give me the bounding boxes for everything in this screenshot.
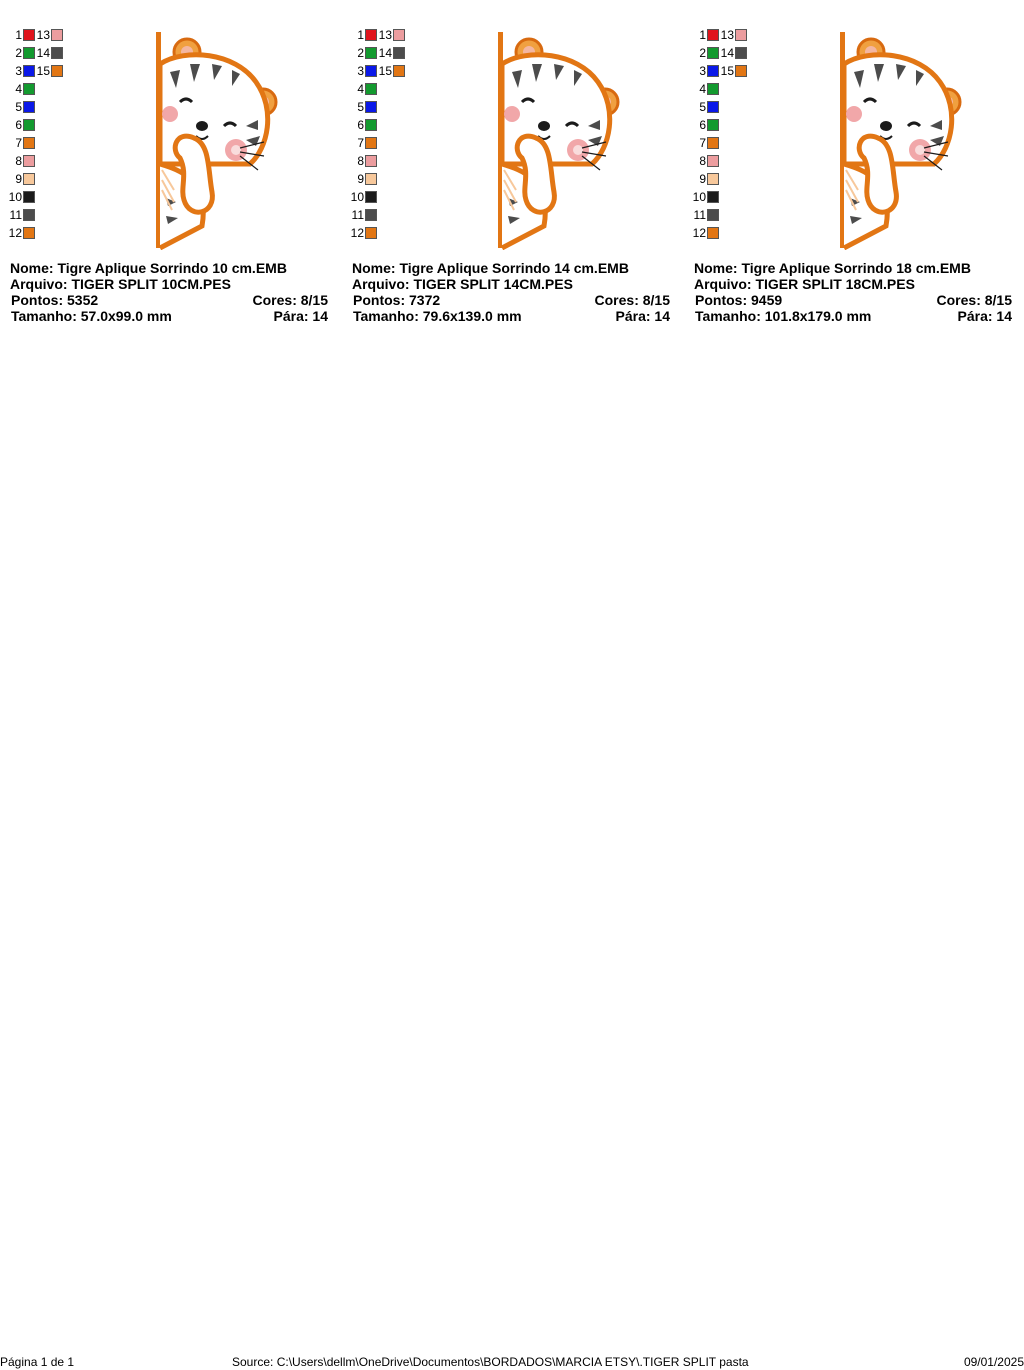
color-swatch bbox=[23, 101, 35, 113]
stop-count: Pára: 14 bbox=[957, 308, 1012, 324]
design-block bbox=[684, 26, 1014, 326]
color-stop-number: 10 bbox=[692, 190, 706, 204]
color-stop-number: 9 bbox=[15, 172, 22, 186]
color-swatch bbox=[23, 191, 35, 203]
color-stop-number: 10 bbox=[8, 190, 22, 204]
color-swatch bbox=[365, 191, 377, 203]
color-swatch bbox=[707, 83, 719, 95]
color-swatch bbox=[23, 173, 35, 185]
color-stop bbox=[684, 188, 719, 206]
color-stop-number: 14 bbox=[36, 46, 50, 60]
color-stop-number: 4 bbox=[15, 82, 22, 96]
color-stop-number: 1 bbox=[357, 28, 364, 42]
color-swatch bbox=[707, 101, 719, 113]
color-stop-number: 3 bbox=[699, 64, 706, 78]
color-stop-number: 2 bbox=[15, 46, 22, 60]
color-swatch bbox=[707, 191, 719, 203]
color-stop-number: 7 bbox=[699, 136, 706, 150]
footer-page-number: Página 1 de 1 bbox=[0, 1355, 75, 1369]
color-swatch bbox=[393, 47, 405, 59]
color-swatch bbox=[51, 47, 63, 59]
color-stop-number: 13 bbox=[720, 28, 734, 42]
color-swatch bbox=[23, 47, 35, 59]
color-stop-number: 6 bbox=[357, 118, 364, 132]
color-stop-number: 2 bbox=[357, 46, 364, 60]
design-name: Nome: Tigre Aplique Sorrindo 14 cm.EMB bbox=[352, 260, 629, 276]
design-size: Tamanho: 79.6x139.0 mm bbox=[353, 308, 522, 324]
color-swatch bbox=[735, 65, 747, 77]
color-swatch bbox=[23, 65, 35, 77]
color-swatch bbox=[51, 65, 63, 77]
color-stop-number: 15 bbox=[720, 64, 734, 78]
design-file: Arquivo: TIGER SPLIT 10CM.PES bbox=[10, 276, 231, 292]
color-stop bbox=[684, 224, 719, 242]
color-stop-number: 2 bbox=[699, 46, 706, 60]
color-stop bbox=[342, 98, 377, 116]
nose bbox=[196, 121, 208, 131]
color-stop-number: 9 bbox=[699, 172, 706, 186]
cheek-left bbox=[846, 106, 862, 122]
design-block bbox=[0, 26, 330, 326]
color-stop bbox=[0, 44, 35, 62]
color-stop bbox=[0, 224, 35, 242]
color-stop bbox=[684, 62, 719, 80]
color-stop-number: 13 bbox=[378, 28, 392, 42]
color-count: Cores: 8/15 bbox=[936, 292, 1012, 308]
color-stop bbox=[342, 62, 377, 80]
color-stop-number: 11 bbox=[351, 208, 364, 222]
color-stop-number: 8 bbox=[357, 154, 364, 168]
design-info bbox=[352, 260, 670, 324]
color-stop bbox=[342, 134, 377, 152]
color-stop-number: 13 bbox=[36, 28, 50, 42]
design-size: Tamanho: 101.8x179.0 mm bbox=[695, 308, 872, 324]
color-swatch bbox=[707, 137, 719, 149]
color-stop bbox=[377, 44, 405, 62]
color-stop-number: 5 bbox=[357, 100, 364, 114]
stop-count: Pára: 14 bbox=[615, 308, 670, 324]
color-stop bbox=[342, 188, 377, 206]
design-info bbox=[694, 260, 1012, 324]
color-stop bbox=[342, 170, 377, 188]
color-stop-number: 8 bbox=[699, 154, 706, 168]
color-count: Cores: 8/15 bbox=[252, 292, 328, 308]
color-stop-number: 7 bbox=[357, 136, 364, 150]
color-stop bbox=[719, 44, 747, 62]
color-stop bbox=[684, 206, 719, 224]
color-swatch bbox=[365, 83, 377, 95]
color-swatch bbox=[735, 47, 747, 59]
color-stop bbox=[0, 134, 35, 152]
design-info bbox=[10, 260, 328, 324]
color-stop bbox=[377, 26, 405, 44]
color-stop bbox=[0, 98, 35, 116]
nose bbox=[880, 121, 892, 131]
design-file: Arquivo: TIGER SPLIT 18CM.PES bbox=[694, 276, 915, 292]
color-stop-number: 5 bbox=[15, 100, 22, 114]
color-stop bbox=[377, 62, 405, 80]
color-stop-number: 4 bbox=[699, 82, 706, 96]
color-stop-number: 15 bbox=[36, 64, 50, 78]
stitch-count: Pontos: 9459 bbox=[695, 292, 783, 308]
color-swatch bbox=[23, 83, 35, 95]
color-swatch bbox=[365, 65, 377, 77]
color-swatch bbox=[365, 119, 377, 131]
footer-source-path: Source: C:\Users\dellm\OneDrive\Documentos\BORDADOS\MARCIA ETSY\.TIGER SPLIT pasta bbox=[232, 1355, 749, 1369]
color-stop-number: 6 bbox=[15, 118, 22, 132]
color-stop bbox=[0, 80, 35, 98]
color-swatch bbox=[707, 119, 719, 131]
color-swatch bbox=[23, 209, 35, 221]
color-swatch bbox=[365, 101, 377, 113]
color-swatch bbox=[365, 29, 377, 41]
color-stop-number: 1 bbox=[15, 28, 22, 42]
color-stop-number: 7 bbox=[15, 136, 22, 150]
color-stop-number: 6 bbox=[699, 118, 706, 132]
color-swatch bbox=[51, 29, 63, 41]
color-stop bbox=[0, 188, 35, 206]
color-swatch bbox=[707, 227, 719, 239]
color-stop-number: 12 bbox=[350, 226, 364, 240]
stitch-count: Pontos: 5352 bbox=[11, 292, 99, 308]
color-stop bbox=[0, 170, 35, 188]
color-stop-number: 11 bbox=[9, 208, 22, 222]
design-file: Arquivo: TIGER SPLIT 14CM.PES bbox=[352, 276, 573, 292]
color-stop-number: 14 bbox=[720, 46, 734, 60]
color-stop-number: 14 bbox=[378, 46, 392, 60]
tiger-embroidery-preview bbox=[140, 30, 290, 250]
color-stop bbox=[342, 44, 377, 62]
color-stop bbox=[35, 44, 63, 62]
color-swatch bbox=[23, 119, 35, 131]
color-stop-number: 4 bbox=[357, 82, 364, 96]
color-stop bbox=[684, 44, 719, 62]
color-swatch bbox=[23, 227, 35, 239]
color-stop bbox=[684, 116, 719, 134]
design-name: Nome: Tigre Aplique Sorrindo 18 cm.EMB bbox=[694, 260, 971, 276]
color-swatch bbox=[707, 29, 719, 41]
color-swatch bbox=[365, 227, 377, 239]
color-count: Cores: 8/15 bbox=[594, 292, 670, 308]
footer-date: 09/01/2025 bbox=[963, 1355, 1024, 1369]
design-block bbox=[342, 26, 672, 326]
stitch-count: Pontos: 7372 bbox=[353, 292, 441, 308]
color-stop-number: 1 bbox=[699, 28, 706, 42]
stop-count: Pára: 14 bbox=[273, 308, 328, 324]
color-swatch bbox=[393, 65, 405, 77]
color-stop bbox=[0, 116, 35, 134]
tiger-embroidery-preview bbox=[482, 30, 632, 250]
color-stop-number: 11 bbox=[693, 208, 706, 222]
color-stop-number: 8 bbox=[15, 154, 22, 168]
color-stop bbox=[684, 80, 719, 98]
color-swatch bbox=[707, 155, 719, 167]
color-swatch bbox=[365, 47, 377, 59]
tiger-embroidery-preview bbox=[824, 30, 974, 250]
color-stop bbox=[684, 170, 719, 188]
nose bbox=[538, 121, 550, 131]
color-stop-number: 12 bbox=[8, 226, 22, 240]
color-swatch bbox=[23, 155, 35, 167]
color-swatch bbox=[365, 155, 377, 167]
color-swatch bbox=[23, 137, 35, 149]
color-stop bbox=[0, 152, 35, 170]
color-stop bbox=[35, 62, 63, 80]
color-stop-number: 12 bbox=[692, 226, 706, 240]
color-swatch bbox=[23, 29, 35, 41]
cheek-left bbox=[162, 106, 178, 122]
color-swatch bbox=[365, 137, 377, 149]
color-swatch bbox=[365, 209, 377, 221]
color-swatch bbox=[707, 209, 719, 221]
color-stop bbox=[719, 26, 747, 44]
color-stop-number: 3 bbox=[357, 64, 364, 78]
color-stop bbox=[342, 26, 377, 44]
color-swatch bbox=[393, 29, 405, 41]
design-size: Tamanho: 57.0x99.0 mm bbox=[11, 308, 172, 324]
color-stop bbox=[684, 152, 719, 170]
color-stop-number: 10 bbox=[350, 190, 364, 204]
color-stop bbox=[684, 98, 719, 116]
color-stop bbox=[0, 62, 35, 80]
color-stop-number: 3 bbox=[15, 64, 22, 78]
color-stop-number: 9 bbox=[357, 172, 364, 186]
design-name: Nome: Tigre Aplique Sorrindo 10 cm.EMB bbox=[10, 260, 287, 276]
color-stop bbox=[0, 206, 35, 224]
color-stop bbox=[684, 26, 719, 44]
color-swatch bbox=[707, 173, 719, 185]
color-stop-number: 5 bbox=[699, 100, 706, 114]
color-swatch bbox=[735, 29, 747, 41]
color-stop bbox=[342, 152, 377, 170]
color-stop bbox=[719, 62, 747, 80]
color-stop bbox=[342, 80, 377, 98]
color-stop bbox=[342, 116, 377, 134]
cheek-left bbox=[504, 106, 520, 122]
color-stop bbox=[35, 26, 63, 44]
color-swatch bbox=[707, 47, 719, 59]
color-stop bbox=[0, 26, 35, 44]
color-stop bbox=[684, 134, 719, 152]
color-stop-number: 15 bbox=[378, 64, 392, 78]
color-swatch bbox=[365, 173, 377, 185]
color-stop bbox=[342, 224, 377, 242]
color-stop bbox=[342, 206, 377, 224]
color-swatch bbox=[707, 65, 719, 77]
